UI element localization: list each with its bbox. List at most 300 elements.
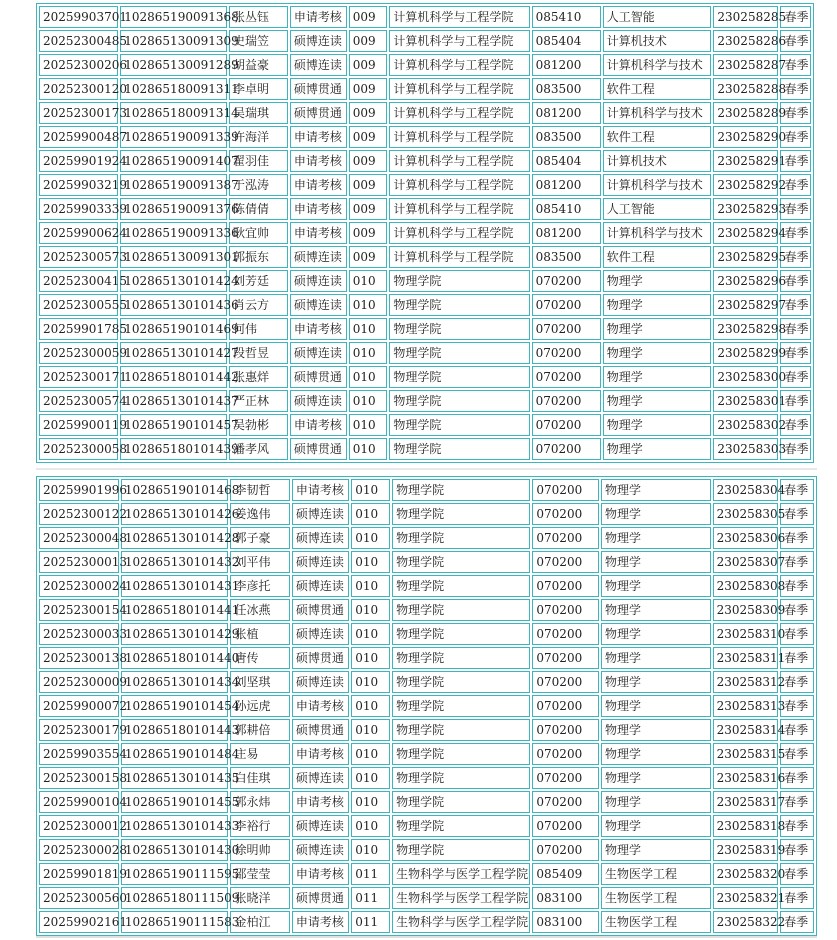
admission-type-cell: 硕博贯通: [292, 647, 349, 669]
term-cell: 春季: [780, 743, 814, 765]
major-code-cell: 081200: [532, 102, 601, 124]
exam-number-cell: 102865190101455: [121, 791, 229, 813]
admission-type-cell: 硕博贯通: [290, 438, 347, 460]
admission-type-cell: 硕博连读: [292, 503, 349, 525]
student-id-cell: 20252300033: [39, 623, 119, 645]
school-name-cell: 物理学院: [392, 551, 530, 573]
student-name-cell: 胡益豪: [229, 54, 288, 76]
table-row: [39, 791, 814, 813]
exam-number-cell: 102865130101434: [121, 671, 229, 693]
table-row: [39, 767, 814, 789]
admission-type-cell: 硕博贯通: [292, 887, 349, 909]
record-number-cell: 230258310: [713, 623, 779, 645]
school-name-cell: 物理学院: [389, 294, 529, 316]
major-name-cell: 生物医学工程: [601, 887, 711, 909]
student-id-cell: 20259900487: [39, 126, 118, 148]
school-name-cell: 计算机科学与工程学院: [389, 102, 529, 124]
table-row: [39, 839, 814, 861]
school-code-cell: 010: [349, 342, 388, 364]
school-code-cell: 010: [351, 815, 390, 837]
major-code-cell: 070200: [532, 599, 599, 621]
school-name-cell: 物理学院: [392, 695, 530, 717]
record-number-cell: 230258288: [713, 78, 778, 100]
table-row: [39, 887, 814, 909]
admission-type-cell: 申请考核: [292, 695, 349, 717]
exam-number-cell: 102865130101436: [120, 294, 227, 316]
table-row: [39, 438, 811, 460]
major-code-cell: 070200: [532, 479, 599, 501]
school-name-cell: 物理学院: [389, 414, 529, 436]
table-row: [39, 6, 811, 28]
school-code-cell: 009: [349, 222, 388, 244]
major-code-cell: 070200: [532, 623, 599, 645]
student-name-cell: 郭耕倍: [230, 719, 289, 741]
record-number-cell: 230258285: [713, 6, 778, 28]
major-name-cell: 计算机技术: [603, 30, 712, 52]
table-row: [39, 911, 814, 933]
school-name-cell: 物理学院: [392, 479, 530, 501]
student-id-cell: 20252300154: [39, 599, 119, 621]
admission-type-cell: 申请考核: [290, 414, 347, 436]
student-id-cell: 20252300122: [39, 503, 119, 525]
record-number-cell: 230258316: [713, 767, 779, 789]
record-number-cell: 230258294: [713, 222, 778, 244]
major-code-cell: 070200: [532, 527, 599, 549]
major-name-cell: 物理学: [601, 695, 711, 717]
major-name-cell: 物理学: [603, 438, 712, 460]
major-name-cell: 物理学: [601, 575, 711, 597]
exam-number-cell: 102865180091314: [120, 102, 227, 124]
school-code-cell: 009: [349, 174, 388, 196]
major-name-cell: 物理学: [601, 815, 711, 837]
exam-number-cell: 102865190091387: [120, 174, 227, 196]
major-name-cell: 物理学: [601, 647, 711, 669]
major-code-cell: 070200: [532, 342, 601, 364]
student-id-cell: 20259900119: [39, 414, 118, 436]
admission-type-cell: 硕博贯通: [290, 78, 347, 100]
school-code-cell: 010: [351, 743, 390, 765]
exam-number-cell: 102865180111509: [121, 887, 229, 909]
student-name-cell: 史瑞笠: [229, 30, 288, 52]
admission-type-cell: 申请考核: [292, 479, 349, 501]
exam-number-cell: 102865180101443: [121, 719, 229, 741]
admission-list-table-top: [36, 3, 814, 463]
term-cell: 春季: [780, 246, 811, 268]
school-code-cell: 010: [351, 647, 390, 669]
school-code-cell: 010: [351, 671, 390, 693]
major-code-cell: 070200: [532, 743, 599, 765]
exam-number-cell: 102865190091368: [120, 6, 227, 28]
table-row: [39, 551, 814, 573]
term-cell: 春季: [780, 527, 814, 549]
major-name-cell: 物理学: [601, 623, 711, 645]
record-number-cell: 230258322: [713, 911, 779, 933]
exam-number-cell: 102865130101429: [121, 623, 229, 645]
record-number-cell: 230258314: [713, 719, 779, 741]
school-code-cell: 011: [351, 887, 390, 909]
student-name-cell: 李彦托: [230, 575, 289, 597]
major-name-cell: 计算机科学与技术: [603, 102, 712, 124]
admission-type-cell: 硕博贯通: [290, 102, 347, 124]
exam-number-cell: 102865190091336: [120, 222, 227, 244]
exam-number-cell: 102865130101432: [121, 551, 229, 573]
major-name-cell: 物理学: [603, 366, 712, 388]
record-number-cell: 230258309: [713, 599, 779, 621]
student-id-cell: 20252300574: [39, 390, 118, 412]
major-code-cell: 085410: [532, 198, 601, 220]
major-code-cell: 081200: [532, 222, 601, 244]
table-row: [39, 270, 811, 292]
student-name-cell: 李裕行: [230, 815, 289, 837]
record-number-cell: 230258304: [713, 479, 779, 501]
major-name-cell: 软件工程: [603, 126, 712, 148]
term-cell: 春季: [780, 366, 811, 388]
major-code-cell: 070200: [532, 390, 601, 412]
student-name-cell: 肖云方: [229, 294, 288, 316]
student-name-cell: 耿宜帅: [229, 222, 288, 244]
term-cell: 春季: [780, 911, 814, 933]
student-id-cell: 20259902161: [39, 911, 119, 933]
major-name-cell: 人工智能: [603, 198, 712, 220]
table-row: [39, 366, 811, 388]
school-code-cell: 009: [349, 30, 388, 52]
student-id-cell: 20252300138: [39, 647, 119, 669]
admission-type-cell: 硕博连读: [292, 839, 349, 861]
student-name-cell: 刘坚琪: [230, 671, 289, 693]
student-name-cell: 李卓明: [229, 78, 288, 100]
school-name-cell: 生物科学与医学工程学院: [392, 911, 530, 933]
exam-number-cell: 102865190091376: [120, 198, 227, 220]
school-code-cell: 009: [349, 78, 388, 100]
term-cell: 春季: [780, 623, 814, 645]
record-number-cell: 230258296: [713, 270, 778, 292]
student-name-cell: 徐明帅: [230, 839, 289, 861]
term-cell: 春季: [780, 78, 811, 100]
major-code-cell: 070200: [532, 270, 601, 292]
school-code-cell: 009: [349, 6, 388, 28]
exam-number-cell: 102865190091407: [120, 150, 227, 172]
record-number-cell: 230258305: [713, 503, 779, 525]
exam-number-cell: 102865190111583: [121, 911, 229, 933]
admission-type-cell: 硕博连读: [290, 294, 347, 316]
major-code-cell: 070200: [532, 839, 599, 861]
student-name-cell: 刘芳廷: [229, 270, 288, 292]
major-name-cell: 计算机科学与技术: [603, 222, 712, 244]
admission-type-cell: 硕博连读: [290, 30, 347, 52]
page-separator: [36, 468, 817, 470]
exam-number-cell: 102865130101435: [121, 767, 229, 789]
major-name-cell: 物理学: [601, 551, 711, 573]
term-cell: 春季: [780, 767, 814, 789]
table-row: [39, 342, 811, 364]
exam-number-cell: 102865130091301: [120, 246, 227, 268]
table-row: [39, 863, 814, 885]
exam-number-cell: 102865180101441: [121, 599, 229, 621]
admission-type-cell: 申请考核: [292, 743, 349, 765]
record-number-cell: 230258318: [713, 815, 779, 837]
school-name-cell: 物理学院: [392, 671, 530, 693]
record-number-cell: 230258297: [713, 294, 778, 316]
student-name-cell: 孙远虎: [230, 695, 289, 717]
term-cell: 春季: [780, 839, 814, 861]
major-code-cell: 085404: [532, 150, 601, 172]
school-name-cell: 物理学院: [389, 366, 529, 388]
school-code-cell: 010: [349, 438, 388, 460]
student-name-cell: 邵莹莹: [230, 863, 289, 885]
student-id-cell: 20259900072: [39, 695, 119, 717]
major-code-cell: 070200: [532, 815, 599, 837]
exam-number-cell: 102865130101427: [120, 342, 227, 364]
table-row: [39, 294, 811, 316]
student-name-cell: 何伟: [229, 318, 288, 340]
table-row: [39, 671, 814, 693]
term-cell: 春季: [780, 791, 814, 813]
term-cell: 春季: [780, 599, 814, 621]
school-code-cell: 010: [349, 366, 388, 388]
major-code-cell: 070200: [532, 438, 601, 460]
school-code-cell: 010: [351, 839, 390, 861]
school-code-cell: 011: [351, 863, 390, 885]
school-code-cell: 011: [351, 911, 390, 933]
admission-type-cell: 申请考核: [290, 174, 347, 196]
term-cell: 春季: [780, 551, 814, 573]
major-name-cell: 物理学: [601, 599, 711, 621]
admission-type-cell: 硕博连读: [290, 390, 347, 412]
student-id-cell: 20252300059: [39, 342, 118, 364]
table-row: [39, 150, 811, 172]
student-name-cell: 许海洋: [229, 126, 288, 148]
record-number-cell: 230258293: [713, 198, 778, 220]
record-number-cell: 230258292: [713, 174, 778, 196]
student-name-cell: 张植: [230, 623, 289, 645]
major-name-cell: 物理学: [603, 414, 712, 436]
admission-type-cell: 硕博连读: [290, 246, 347, 268]
table-row: [39, 174, 811, 196]
admission-type-cell: 硕博连读: [292, 575, 349, 597]
student-name-cell: 郭永炜: [230, 791, 289, 813]
table-row: [39, 222, 811, 244]
exam-number-cell: 102865190111595: [121, 863, 229, 885]
exam-number-cell: 102865190101457: [120, 414, 227, 436]
exam-number-cell: 102865190091339: [120, 126, 227, 148]
school-code-cell: 010: [349, 270, 388, 292]
major-code-cell: 083500: [532, 78, 601, 100]
exam-number-cell: 102865190101468: [121, 479, 229, 501]
exam-number-cell: 102865190101454: [121, 695, 229, 717]
school-name-cell: 物理学院: [392, 503, 530, 525]
school-name-cell: 计算机科学与工程学院: [389, 126, 529, 148]
student-id-cell: 20259901785: [39, 318, 118, 340]
student-id-cell: 20259903554: [39, 743, 119, 765]
student-name-cell: 姜逸伟: [230, 503, 289, 525]
school-code-cell: 010: [349, 390, 388, 412]
student-name-cell: 白佳琪: [230, 767, 289, 789]
school-name-cell: 计算机科学与工程学院: [389, 30, 529, 52]
major-code-cell: 070200: [532, 414, 601, 436]
exam-number-cell: 102865130101433: [121, 815, 229, 837]
exam-number-cell: 102865130101430: [121, 839, 229, 861]
student-id-cell: 20259901819: [39, 863, 119, 885]
school-name-cell: 物理学院: [392, 623, 530, 645]
record-number-cell: 230258320: [713, 863, 779, 885]
student-name-cell: 任冰燕: [230, 599, 289, 621]
student-id-cell: 20252300158: [39, 767, 119, 789]
major-name-cell: 物理学: [601, 839, 711, 861]
student-name-cell: 潘孝风: [229, 438, 288, 460]
admission-type-cell: 申请考核: [292, 911, 349, 933]
term-cell: 春季: [780, 414, 811, 436]
admission-type-cell: 申请考核: [292, 791, 349, 813]
school-name-cell: 计算机科学与工程学院: [389, 6, 529, 28]
record-number-cell: 230258313: [713, 695, 779, 717]
major-code-cell: 070200: [532, 695, 599, 717]
record-number-cell: 230258291: [713, 150, 778, 172]
major-name-cell: 物理学: [601, 743, 711, 765]
term-cell: 春季: [780, 126, 811, 148]
admission-type-cell: 硕博连读: [292, 767, 349, 789]
school-code-cell: 010: [351, 767, 390, 789]
school-name-cell: 物理学院: [389, 318, 529, 340]
student-name-cell: 张晓洋: [230, 887, 289, 909]
admission-type-cell: 硕博连读: [292, 815, 349, 837]
major-code-cell: 070200: [532, 294, 601, 316]
record-number-cell: 230258302: [713, 414, 778, 436]
student-name-cell: 于泓涛: [229, 174, 288, 196]
record-number-cell: 230258290: [713, 126, 778, 148]
term-cell: 春季: [780, 222, 811, 244]
school-code-cell: 009: [349, 102, 388, 124]
student-id-cell: 20252300058: [39, 438, 118, 460]
admission-type-cell: 申请考核: [290, 318, 347, 340]
student-id-cell: 20259900624: [39, 222, 118, 244]
student-name-cell: 陈倩倩: [229, 198, 288, 220]
school-code-cell: 010: [351, 479, 390, 501]
major-code-cell: 083100: [532, 887, 599, 909]
table-row: [39, 527, 814, 549]
school-code-cell: 010: [351, 503, 390, 525]
major-name-cell: 计算机技术: [603, 150, 712, 172]
major-name-cell: 物理学: [603, 390, 712, 412]
admission-type-cell: 硕博连读: [292, 527, 349, 549]
admission-type-cell: 申请考核: [290, 222, 347, 244]
school-code-cell: 010: [351, 599, 390, 621]
school-name-cell: 计算机科学与工程学院: [389, 174, 529, 196]
school-code-cell: 010: [351, 695, 390, 717]
school-name-cell: 计算机科学与工程学院: [389, 222, 529, 244]
admission-type-cell: 申请考核: [290, 198, 347, 220]
admission-type-cell: 申请考核: [290, 126, 347, 148]
school-name-cell: 物理学院: [392, 719, 530, 741]
admission-type-cell: 申请考核: [290, 150, 347, 172]
exam-number-cell: 102865180101442: [120, 366, 227, 388]
record-number-cell: 230258315: [713, 743, 779, 765]
school-name-cell: 物理学院: [392, 527, 530, 549]
student-id-cell: 20252300173: [39, 102, 118, 124]
table-row: [39, 479, 814, 501]
record-number-cell: 230258299: [713, 342, 778, 364]
record-number-cell: 230258300: [713, 366, 778, 388]
major-name-cell: 物理学: [601, 503, 711, 525]
term-cell: 春季: [780, 863, 814, 885]
student-name-cell: 郭子豪: [230, 527, 289, 549]
record-number-cell: 230258307: [713, 551, 779, 573]
admission-type-cell: 硕博贯通: [290, 366, 347, 388]
major-code-cell: 070200: [532, 671, 599, 693]
school-name-cell: 物理学院: [389, 270, 529, 292]
table-row: [39, 198, 811, 220]
term-cell: 春季: [780, 174, 811, 196]
term-cell: 春季: [780, 294, 811, 316]
admission-type-cell: 申请考核: [292, 863, 349, 885]
student-name-cell: 郭振东: [229, 246, 288, 268]
student-id-cell: 20252300573: [39, 246, 118, 268]
student-id-cell: 20252300171: [39, 366, 118, 388]
major-code-cell: 070200: [532, 767, 599, 789]
table-row: [39, 647, 814, 669]
term-cell: 春季: [780, 719, 814, 741]
student-name-cell: 唐传: [230, 647, 289, 669]
record-number-cell: 230258287: [713, 54, 778, 76]
term-cell: 春季: [780, 815, 814, 837]
school-name-cell: 物理学院: [392, 767, 530, 789]
school-name-cell: 计算机科学与工程学院: [389, 78, 529, 100]
school-name-cell: 物理学院: [389, 342, 529, 364]
school-name-cell: 生物科学与医学工程学院: [392, 863, 530, 885]
table-row: [39, 623, 814, 645]
exam-number-cell: 102865180091311: [120, 78, 227, 100]
record-number-cell: 230258303: [713, 438, 778, 460]
student-id-cell: 20252300048: [39, 527, 119, 549]
term-cell: 春季: [780, 30, 811, 52]
admission-list-table-bottom: [36, 476, 817, 936]
term-cell: 春季: [780, 479, 814, 501]
student-id-cell: 20252300120: [39, 78, 118, 100]
term-cell: 春季: [780, 318, 811, 340]
school-name-cell: 物理学院: [392, 743, 530, 765]
student-id-cell: 20252300179: [39, 719, 119, 741]
school-code-cell: 009: [349, 246, 388, 268]
major-name-cell: 生物医学工程: [601, 863, 711, 885]
table-row: [39, 695, 814, 717]
admission-type-cell: 申请考核: [290, 6, 347, 28]
student-id-cell: 20252300013: [39, 551, 119, 573]
student-id-cell: 20252300028: [39, 839, 119, 861]
exam-number-cell: 102865130091309: [120, 30, 227, 52]
exam-number-cell: 102865190101484: [121, 743, 229, 765]
record-number-cell: 230258321: [713, 887, 779, 909]
term-cell: 春季: [780, 150, 811, 172]
table-row: [39, 30, 811, 52]
major-code-cell: 070200: [532, 366, 601, 388]
record-number-cell: 230258298: [713, 318, 778, 340]
major-code-cell: 070200: [532, 719, 599, 741]
major-name-cell: 物理学: [603, 342, 712, 364]
school-code-cell: 010: [349, 294, 388, 316]
student-id-cell: 20252300485: [39, 30, 118, 52]
major-name-cell: 物理学: [603, 294, 712, 316]
exam-number-cell: 102865130101426: [121, 503, 229, 525]
major-code-cell: 083100: [532, 911, 599, 933]
school-name-cell: 物理学院: [389, 390, 529, 412]
major-code-cell: 070200: [532, 575, 599, 597]
school-name-cell: 生物科学与医学工程学院: [392, 887, 530, 909]
major-name-cell: 物理学: [603, 270, 712, 292]
school-code-cell: 010: [351, 575, 390, 597]
table-row: [39, 719, 814, 741]
exam-number-cell: 102865130091289: [120, 54, 227, 76]
school-name-cell: 计算机科学与工程学院: [389, 198, 529, 220]
student-id-cell: 20252300415: [39, 270, 118, 292]
